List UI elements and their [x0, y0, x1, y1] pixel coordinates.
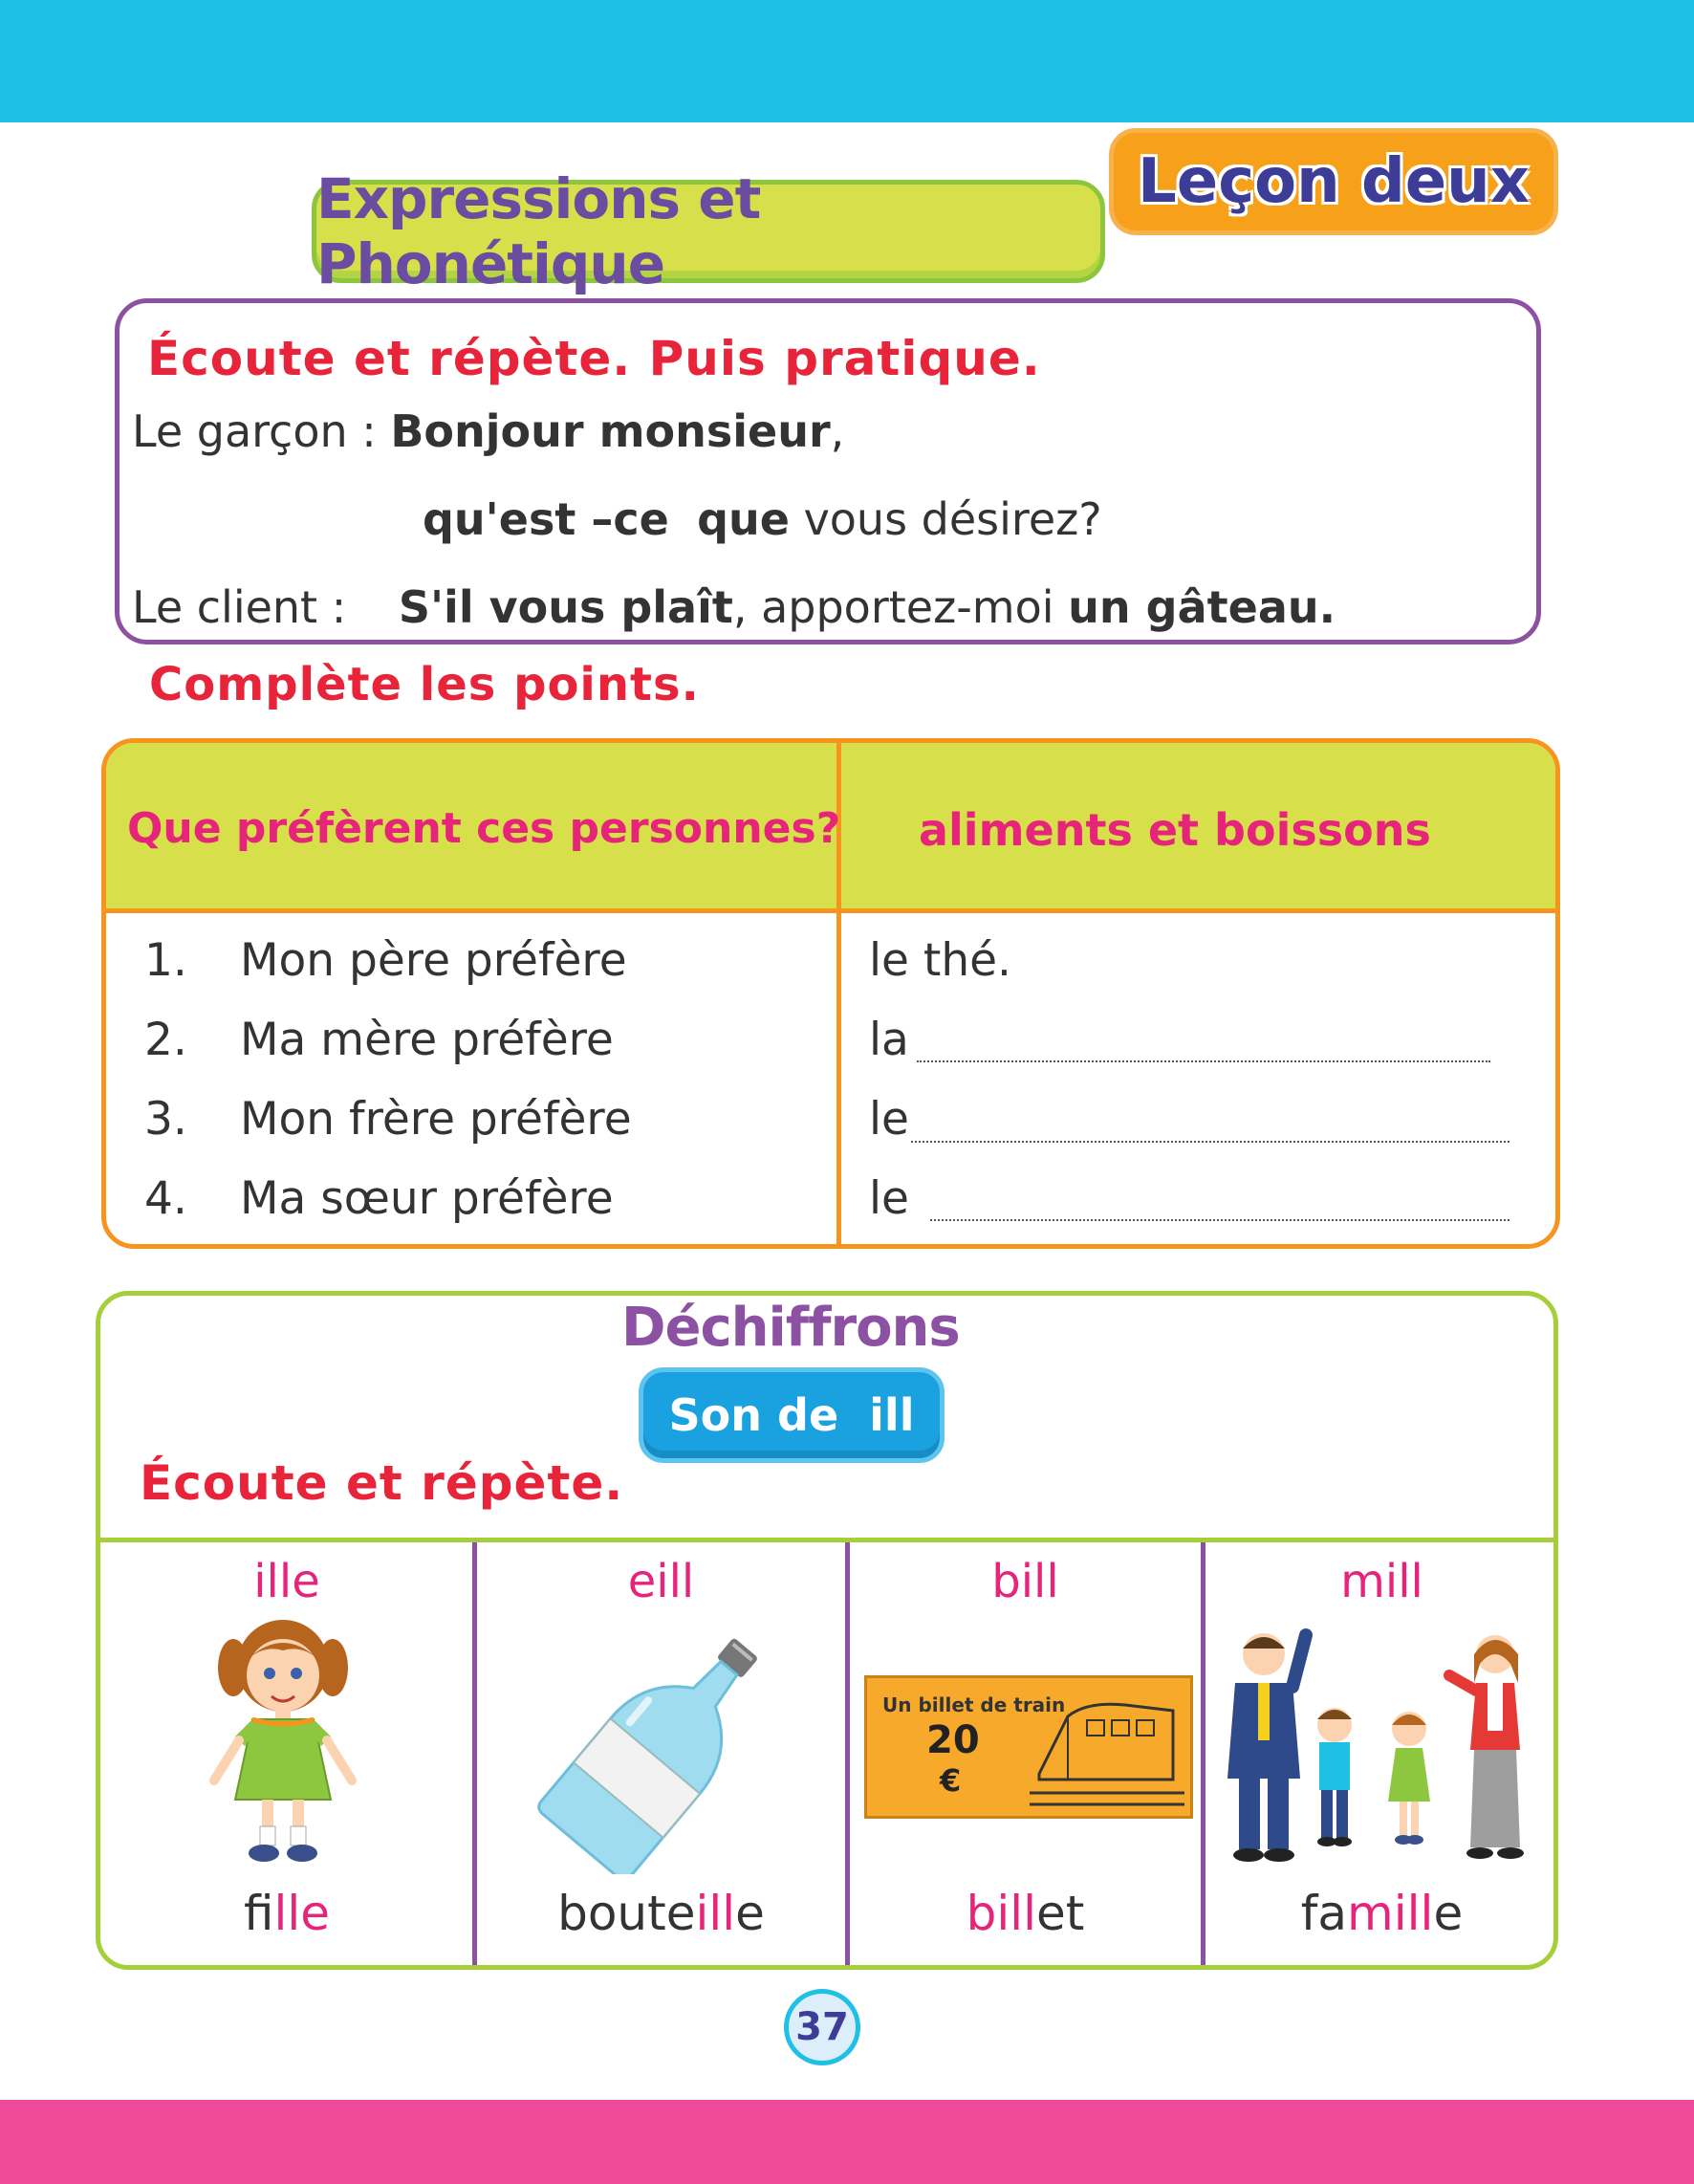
question-part-3: vous désirez? — [803, 493, 1102, 545]
column-header-people: Que préfèrent ces personnes? — [127, 804, 841, 853]
word-highlight: bill — [966, 1886, 1037, 1941]
row-person: Mon père préfère — [240, 934, 627, 987]
word-highlight: ill — [695, 1886, 736, 1941]
request-mid: , apportez-moi — [732, 581, 1069, 633]
row-number: 3. — [144, 1093, 187, 1146]
row-person: Ma sœur préfère — [240, 1172, 614, 1225]
phonics-instruction: Écoute et répète. — [140, 1455, 624, 1511]
dialog-line-3 — [132, 581, 1336, 633]
top-band — [0, 0, 1694, 122]
ticket-icon — [864, 1675, 1193, 1819]
word-part: e — [735, 1886, 765, 1941]
word-highlight: mill — [1347, 1886, 1434, 1941]
section-title: Expressions et Phonétique — [316, 166, 761, 296]
girl-icon — [197, 1612, 369, 1870]
example-word — [101, 1886, 472, 1941]
row-answer: la — [869, 1014, 909, 1066]
sound-label: bill — [991, 1555, 1059, 1608]
section-title-badge — [312, 166, 1105, 296]
ticket-currency: € — [940, 1762, 962, 1799]
dialog-line-2 — [423, 493, 1102, 545]
request-polite: S'il vous plaît — [398, 581, 733, 633]
word-part: fa — [1300, 1886, 1348, 1941]
dialog-line-1 — [132, 405, 844, 457]
phonics-title: Déchiffrons — [621, 1297, 960, 1359]
exercise-table — [101, 738, 1560, 1249]
row-person: Ma mère préfère — [240, 1014, 614, 1066]
example-word — [1205, 1886, 1558, 1941]
word-part: e — [1433, 1886, 1464, 1941]
word-part: boute — [557, 1886, 696, 1941]
sound-pill-label: Son de ill — [668, 1389, 915, 1441]
row-number: 2. — [144, 1014, 187, 1066]
example-word — [477, 1886, 845, 1941]
request-item: un gâteau. — [1068, 581, 1336, 633]
greeting: Bonjour monsieur — [390, 405, 831, 457]
sound-label: ille — [253, 1555, 320, 1608]
row-number: 1. — [144, 934, 187, 987]
row-answer: le thé. — [869, 934, 1011, 987]
question-part-2: que — [697, 493, 790, 545]
word-part: et — [1036, 1886, 1085, 1941]
ticket-amount: 20 — [926, 1718, 980, 1762]
sound-pill — [639, 1367, 945, 1463]
bottom-band — [0, 2100, 1694, 2184]
family-icon — [1206, 1626, 1554, 1865]
answer-blank[interactable] — [917, 1060, 1490, 1062]
speaker-boy: Le garçon : — [132, 405, 377, 457]
comma: , — [830, 405, 845, 457]
dialog-instruction: Écoute et répète. Puis pratique. — [147, 331, 1041, 386]
example-word — [850, 1886, 1201, 1941]
row-answer: le — [869, 1172, 909, 1225]
word-part: fi — [243, 1886, 274, 1941]
bottle-icon — [535, 1616, 793, 1874]
row-number: 4. — [144, 1172, 187, 1225]
lesson-title: Leçon deux — [1138, 146, 1530, 217]
ticket-text: Un billet de train — [882, 1693, 1066, 1716]
column-header-food: aliments et boissons — [919, 804, 1431, 856]
row-person: Mon frère préfère — [240, 1093, 632, 1146]
lesson-title-badge — [1109, 128, 1558, 235]
sound-label: eill — [627, 1555, 695, 1608]
grid-top-line — [96, 1538, 1558, 1542]
row-answer: le — [869, 1093, 909, 1146]
sound-label: mill — [1340, 1555, 1423, 1608]
question-part-1: qu'est –ce — [423, 493, 669, 545]
page-number: 37 — [795, 2005, 849, 2049]
word-highlight: lle — [273, 1886, 331, 1941]
answer-blank[interactable] — [930, 1219, 1509, 1221]
speaker-client: Le client : — [132, 581, 347, 633]
page-number-badge — [784, 1989, 860, 2065]
answer-blank[interactable] — [911, 1141, 1509, 1143]
exercise-instruction: Complète les points. — [149, 658, 700, 711]
train-icon — [1030, 1688, 1184, 1810]
